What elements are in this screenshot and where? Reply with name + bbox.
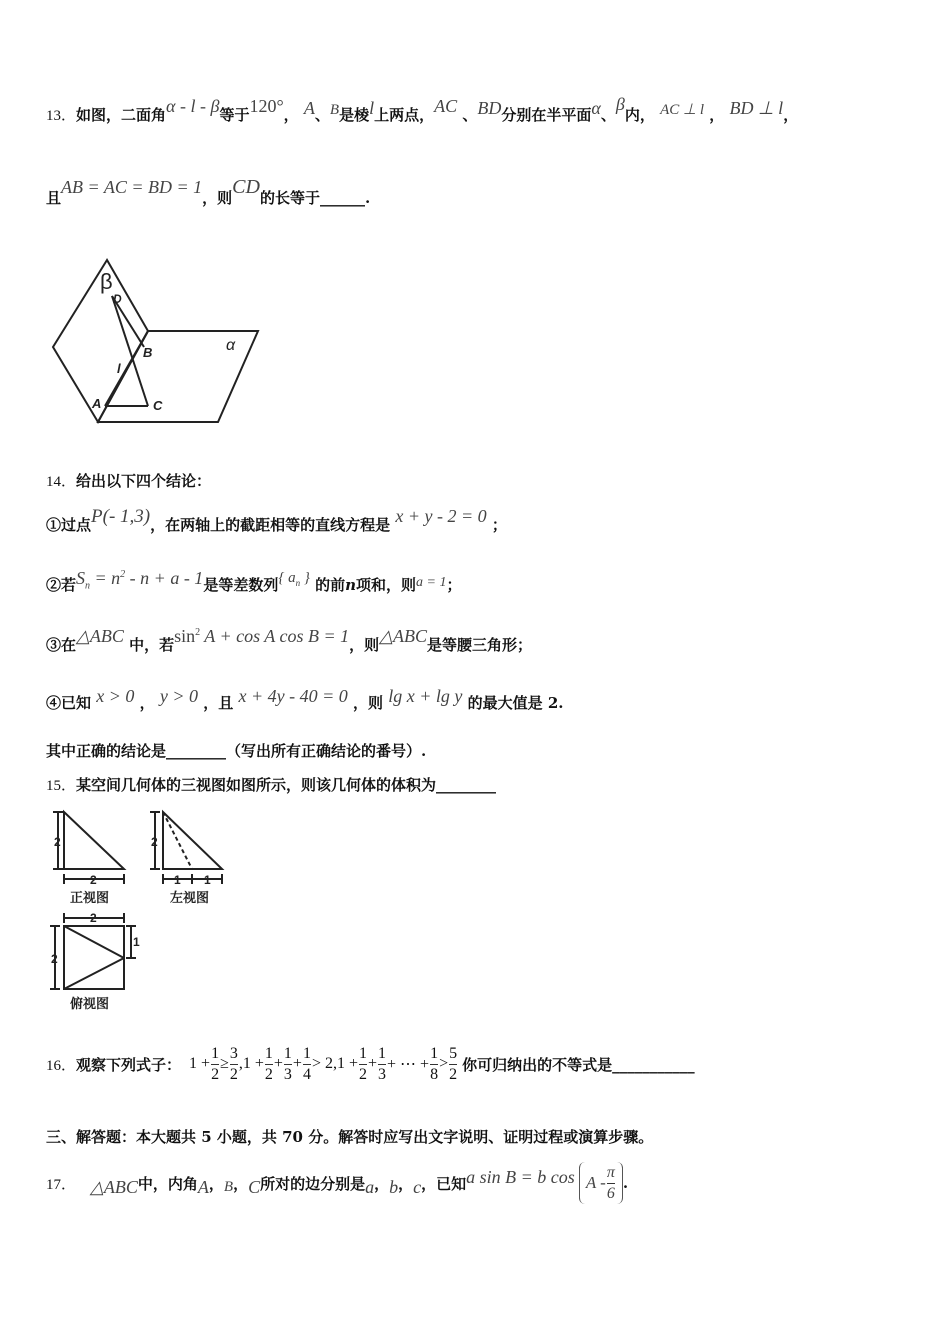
q14-math: 2 — [195, 627, 201, 638]
label-B: B — [143, 345, 153, 360]
section-3-heading — [46, 1126, 653, 1147]
q16-expr-part: ≥ — [220, 1055, 229, 1072]
top-dim-2h: 2 — [90, 911, 97, 925]
q16-expr-part: + — [367, 1055, 378, 1072]
q16-expr-part: + — [292, 1055, 302, 1072]
q13-math-AC: AC — [434, 96, 458, 116]
q14-text: 的前 — [315, 576, 346, 594]
q16-frac-num: 1 — [303, 1044, 311, 1065]
q13-math-A: A — [303, 98, 315, 118]
q14-text: 的最大值是 2. — [467, 694, 564, 712]
q13-text: 分别在半平面 — [501, 106, 592, 124]
q14-math: △ABC — [379, 626, 427, 646]
q16-fraction — [359, 1044, 367, 1085]
q13-math-eq: AB = AC = BD = 1 — [61, 177, 203, 197]
q14-text: ，则 — [349, 636, 380, 654]
q16-frac-den: 4 — [302, 1065, 311, 1083]
q16-frac-den: 2 — [358, 1065, 367, 1083]
q14-number: 14． — [46, 474, 77, 490]
q14-math: a = 1 — [416, 575, 447, 590]
q14-text: ②若 — [46, 576, 77, 594]
q16-fraction — [265, 1044, 273, 1085]
q14-math: △ABC — [76, 626, 124, 646]
q13-math-CD: CD — [232, 176, 260, 198]
q13-text: 内， — [624, 106, 655, 124]
q13-text: 是棱 — [339, 106, 370, 124]
q13-text: 的长等于______. — [259, 189, 371, 207]
q17-text: 中，内角 — [137, 1174, 198, 1193]
q14-text: 其中正确的结论是________（写出所有正确结论的番号）. — [46, 742, 427, 760]
q16-frac-num: 1 — [359, 1044, 367, 1065]
q16-fraction — [284, 1044, 292, 1085]
q16-frac-num: 1 — [378, 1044, 386, 1065]
q16-expr-part: > — [439, 1055, 449, 1072]
q16-fraction — [303, 1044, 311, 1085]
q14-text: ③在 — [46, 636, 77, 654]
q14-text: ，且 — [203, 694, 234, 712]
q16-expr-part: + ⋯ + — [387, 1056, 430, 1073]
q13-text: 如图，二面角 — [76, 106, 167, 124]
q16-expr-part: 1 + — [189, 1055, 211, 1072]
q16-fraction — [211, 1044, 219, 1085]
label-C: C — [153, 398, 163, 413]
q16-expr-part: + — [273, 1055, 283, 1072]
q16-fraction — [378, 1044, 386, 1085]
q13-text: ，则 — [202, 189, 233, 207]
q16-expr-part: > 2,1 + — [311, 1055, 358, 1072]
q13-number: 13． — [46, 108, 77, 124]
q13-text: ， — [283, 106, 299, 124]
q14-tail — [46, 740, 426, 761]
q14-math: y > 0 — [159, 686, 199, 706]
section-3-text: 三、解答题：本大题共 5 小题，共 70 分。解答时应写出文字说明、证明过程或演算步骤。 — [46, 1128, 654, 1146]
q16-frac-den: 2 — [211, 1065, 220, 1083]
front-view-label: 正视图 — [70, 890, 110, 905]
label-l: l — [117, 361, 121, 376]
q14-math: = n — [90, 568, 121, 588]
q17-paren — [579, 1162, 623, 1204]
front-dim-2h: 2 — [90, 873, 97, 887]
q13-text: 且 — [46, 189, 62, 207]
q17-math: △ABC — [90, 1176, 138, 1197]
q14-text: ，则 — [353, 694, 384, 712]
q14-claim-1 — [46, 506, 507, 536]
q16-frac-num: 1 — [430, 1044, 438, 1065]
q17-math: c — [413, 1176, 422, 1197]
q14-text: ①过点 — [46, 516, 92, 534]
q14-text: ； — [491, 516, 507, 534]
label-alpha: α — [226, 337, 236, 354]
q14-claim-3 — [46, 626, 532, 655]
q14-text: ， — [139, 694, 155, 712]
q17-frac-num: π — [607, 1163, 615, 1184]
q13-math-ACl: AC ⊥ l — [660, 102, 705, 118]
q16-frac-den: 2 — [229, 1065, 238, 1083]
side-dim-2v: 2 — [151, 835, 158, 849]
q17-fraction — [607, 1163, 615, 1204]
q13-text: 、 — [600, 106, 616, 124]
q17-math: B — [223, 1178, 234, 1195]
side-view-label: 左视图 — [170, 890, 210, 905]
q14-math: lg x + lg y — [388, 686, 463, 706]
q16-expr-part: ,1 + — [238, 1055, 264, 1072]
q13-math-BD: BD — [477, 98, 502, 118]
q14-claim-4 — [46, 686, 564, 713]
q14-text: 是等差数列 — [203, 576, 279, 594]
q16-frac-den: 3 — [283, 1065, 292, 1083]
top-dim-2v: 2 — [51, 952, 58, 966]
q16-text: 你可归纳出的不等式是___________ — [462, 1055, 695, 1074]
q14-text: ； — [446, 576, 462, 594]
q16-line — [46, 1040, 695, 1088]
q15-number: 15． — [46, 778, 77, 794]
q14-text: 给出以下四个结论： — [76, 472, 212, 490]
q16-text: 观察下列式子： — [76, 1055, 182, 1074]
q14-math: n — [85, 580, 91, 592]
side-view-dashed — [163, 812, 192, 869]
front-view-triangle — [64, 812, 124, 869]
q13-math-120: 120° — [249, 96, 284, 116]
q14-math: sin — [174, 626, 196, 646]
q15-line — [46, 774, 496, 795]
top-view-rect — [64, 926, 124, 989]
q13-text: 等于 — [219, 106, 250, 124]
q14-math: A + cos A cos B = 1 — [200, 626, 350, 646]
q14-text: 是等腰三角形； — [426, 636, 532, 654]
q16-fraction — [230, 1044, 238, 1085]
q14-math: 2 — [120, 569, 126, 580]
q17-text: ， — [208, 1174, 224, 1193]
side-view-triangle — [163, 812, 222, 869]
q16-expression — [189, 1044, 458, 1085]
label-beta: β — [100, 269, 113, 294]
top-dim-1v: 1 — [133, 935, 140, 949]
q13-math-angle: α - l - β — [166, 96, 220, 116]
q16-frac-num: 3 — [230, 1044, 238, 1065]
q16-frac-den: 3 — [378, 1065, 387, 1083]
q14-math: { a — [278, 570, 296, 586]
q17-line — [46, 1160, 628, 1206]
q16-frac-den: 8 — [430, 1065, 439, 1083]
q14-math: x > 0 — [96, 686, 135, 706]
q17-math: a — [365, 1176, 375, 1197]
q13-line2 — [46, 176, 371, 209]
dihedral-figure — [46, 255, 266, 430]
q14-text: ，在两轴上的截距相等的直线方程是 — [150, 516, 391, 534]
q17-frac-den: 6 — [606, 1184, 615, 1202]
q14-math: S — [76, 568, 86, 588]
q13-math-l: l — [369, 98, 375, 118]
q16-frac-num: 1 — [284, 1044, 292, 1065]
q14-head — [46, 470, 211, 491]
q17-math: C — [248, 1176, 261, 1197]
q13-text: 上两点， — [374, 106, 435, 124]
q13-text: ， — [709, 106, 725, 124]
q13-text: 、 — [462, 106, 478, 124]
q16-frac-num: 5 — [449, 1044, 457, 1065]
q14-text: 中，若 — [129, 636, 175, 654]
q17-text: ， — [233, 1174, 249, 1193]
top-view-label: 俯视图 — [70, 996, 110, 1011]
q13-text: ， — [783, 106, 799, 124]
q15-text: 某空间几何体的三视图如图所示，则该几何体的体积为________ — [76, 776, 497, 794]
side-dim-1a: 1 — [174, 873, 181, 887]
q17-text: 所对的边分别是 — [260, 1174, 366, 1193]
q17-math: a sin B = b cos — [466, 1166, 575, 1187]
q16-frac-den: 2 — [264, 1065, 273, 1083]
q16-fraction — [449, 1044, 457, 1085]
q14-math: n — [295, 578, 301, 588]
q17-math: b — [389, 1176, 399, 1197]
q14-text: n — [345, 576, 356, 594]
q17-math: A — [197, 1176, 209, 1197]
three-view-figure — [44, 806, 244, 1016]
q16-number: 16． — [46, 1057, 77, 1074]
q13-math-B: B — [329, 102, 340, 118]
q14-claim-2 — [46, 568, 462, 598]
q13-math-BDl: BD ⊥ l — [729, 98, 784, 118]
q14-math: x + y - 2 = 0 — [395, 506, 487, 526]
q14-math: P(- 1,3) — [91, 506, 151, 527]
side-dim-1b: 1 — [204, 873, 211, 887]
q14-math: - n + a - 1 — [125, 568, 204, 588]
q14-math: x + 4y - 40 = 0 — [238, 686, 348, 706]
label-D: D — [113, 292, 122, 306]
q17-text: ，已知 — [421, 1174, 467, 1193]
q16-frac-den: 2 — [449, 1065, 458, 1083]
q13-math-beta: β — [615, 94, 625, 114]
q13-line1 — [46, 94, 799, 125]
q14-text: 项和，则 — [355, 576, 416, 594]
q16-fraction — [430, 1044, 438, 1085]
q17-math: A - — [585, 1173, 606, 1192]
q17-number: 17． — [46, 1176, 77, 1193]
q13-text: 、 — [314, 106, 330, 124]
q17-text: . — [622, 1174, 629, 1192]
q14-text: ④已知 — [46, 694, 92, 712]
q16-frac-num: 1 — [265, 1044, 273, 1065]
q17-text: ， — [398, 1174, 414, 1193]
label-A: A — [92, 396, 102, 411]
q14-math: } — [300, 570, 310, 586]
q16-frac-num: 1 — [211, 1044, 219, 1065]
front-dim-2v: 2 — [54, 835, 61, 849]
q13-math-alpha: α — [591, 98, 601, 118]
q17-text: ， — [374, 1174, 390, 1193]
